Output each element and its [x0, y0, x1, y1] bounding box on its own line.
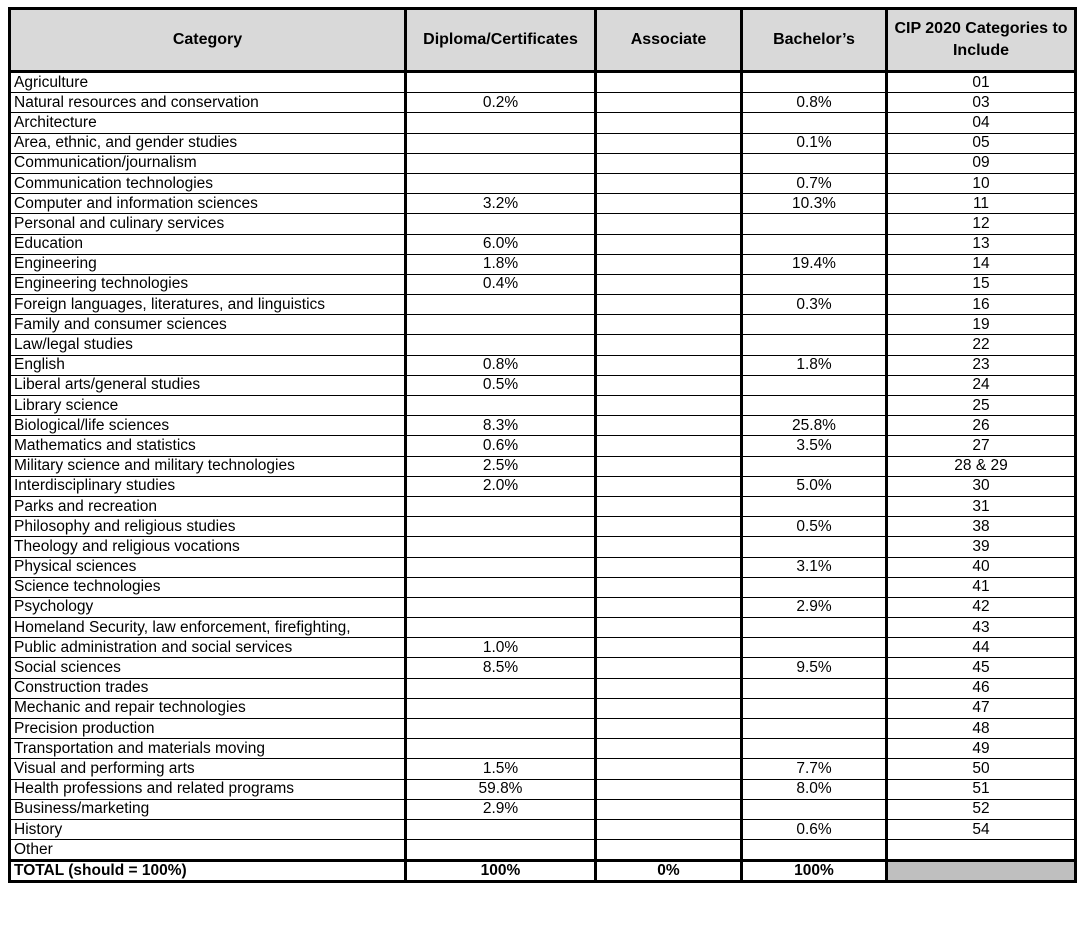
cell-category[interactable]: English	[10, 355, 406, 375]
table-row	[10, 840, 1076, 861]
table-row	[10, 133, 1076, 153]
cell-cip[interactable]: 14	[887, 254, 1076, 274]
table-row	[10, 496, 1076, 516]
table-row	[10, 436, 1076, 456]
header-associate[interactable]: Associate	[596, 9, 742, 72]
cell-cip[interactable]: 22	[887, 335, 1076, 355]
cell-associate[interactable]	[596, 153, 742, 173]
cell-associate[interactable]	[596, 234, 742, 254]
cell-cip[interactable]: 44	[887, 638, 1076, 658]
cell-bachelors[interactable]	[742, 537, 887, 557]
total-cip-shaded-cell[interactable]	[887, 861, 1076, 882]
cell-cip[interactable]: 01	[887, 72, 1076, 93]
cell-category[interactable]: Transportation and materials moving	[10, 739, 406, 759]
cell-diploma[interactable]	[406, 698, 596, 718]
cell-diploma[interactable]: 0.2%	[406, 93, 596, 113]
table-row	[10, 638, 1076, 658]
cell-category[interactable]: Area, ethnic, and gender studies	[10, 133, 406, 153]
table-row	[10, 254, 1076, 274]
cell-associate[interactable]	[596, 739, 742, 759]
cell-diploma[interactable]	[406, 315, 596, 335]
cell-diploma[interactable]: 0.6%	[406, 436, 596, 456]
cell-category[interactable]: Architecture	[10, 113, 406, 133]
cell-cip[interactable]: 26	[887, 416, 1076, 436]
cell-associate[interactable]	[596, 779, 742, 799]
cell-cip[interactable]: 16	[887, 295, 1076, 315]
table-body	[10, 72, 1076, 861]
cell-category[interactable]: Communication/journalism	[10, 153, 406, 173]
cell-diploma[interactable]	[406, 396, 596, 416]
cell-cip[interactable]: 42	[887, 597, 1076, 617]
cell-bachelors[interactable]: 10.3%	[742, 194, 887, 214]
cell-cip[interactable]: 09	[887, 153, 1076, 173]
cell-bachelors[interactable]	[742, 274, 887, 294]
cell-cip[interactable]: 30	[887, 476, 1076, 496]
cell-bachelors[interactable]	[742, 153, 887, 173]
cell-bachelors[interactable]: 0.6%	[742, 819, 887, 839]
cell-cip[interactable]: 47	[887, 698, 1076, 718]
cell-diploma[interactable]: 2.0%	[406, 476, 596, 496]
cell-bachelors[interactable]	[742, 234, 887, 254]
degree-table	[8, 7, 1077, 883]
cell-associate[interactable]	[596, 517, 742, 537]
cell-category[interactable]: Natural resources and conservation	[10, 93, 406, 113]
cell-bachelors[interactable]: 5.0%	[742, 476, 887, 496]
cell-category[interactable]: Construction trades	[10, 678, 406, 698]
cell-category[interactable]: Homeland Security, law enforcement, firefighting,	[10, 618, 406, 638]
cell-diploma[interactable]	[406, 72, 596, 93]
cell-category[interactable]: Physical sciences	[10, 557, 406, 577]
cell-category[interactable]: Social sciences	[10, 658, 406, 678]
cell-diploma[interactable]	[406, 537, 596, 557]
total-associate[interactable]: 0%	[596, 861, 742, 882]
cell-diploma[interactable]	[406, 597, 596, 617]
cell-bachelors[interactable]: 0.8%	[742, 93, 887, 113]
table-row	[10, 214, 1076, 234]
cell-cip[interactable]: 43	[887, 618, 1076, 638]
cell-diploma[interactable]: 1.8%	[406, 254, 596, 274]
cell-category[interactable]: Health professions and related programs	[10, 779, 406, 799]
cell-cip[interactable]: 49	[887, 739, 1076, 759]
total-bachelors[interactable]: 100%	[742, 861, 887, 882]
table-row	[10, 456, 1076, 476]
cell-cip[interactable]: 39	[887, 537, 1076, 557]
cell-diploma[interactable]: 8.3%	[406, 416, 596, 436]
cell-diploma[interactable]	[406, 739, 596, 759]
cell-category[interactable]: Liberal arts/general studies	[10, 375, 406, 395]
cell-cip[interactable]: 50	[887, 759, 1076, 779]
cell-cip[interactable]: 27	[887, 436, 1076, 456]
cell-bachelors[interactable]: 25.8%	[742, 416, 887, 436]
cell-associate[interactable]	[596, 618, 742, 638]
cell-bachelors[interactable]	[742, 618, 887, 638]
cell-diploma[interactable]: 1.5%	[406, 759, 596, 779]
cell-bachelors[interactable]	[742, 698, 887, 718]
cell-diploma[interactable]: 1.0%	[406, 638, 596, 658]
table-row	[10, 153, 1076, 173]
cell-bachelors[interactable]	[742, 113, 887, 133]
table-row	[10, 698, 1076, 718]
cell-diploma[interactable]	[406, 153, 596, 173]
cell-cip[interactable]: 25	[887, 396, 1076, 416]
cell-associate[interactable]	[596, 254, 742, 274]
cell-diploma[interactable]	[406, 577, 596, 597]
cell-category[interactable]: Foreign languages, literatures, and linguistics	[10, 295, 406, 315]
cell-cip[interactable]: 12	[887, 214, 1076, 234]
cell-associate[interactable]	[596, 698, 742, 718]
cell-category[interactable]: Mathematics and statistics	[10, 436, 406, 456]
cell-bachelors[interactable]	[742, 719, 887, 739]
table-row	[10, 759, 1076, 779]
cell-diploma[interactable]: 2.9%	[406, 799, 596, 819]
cell-cip[interactable]: 28 & 29	[887, 456, 1076, 476]
cell-cip[interactable]: 51	[887, 779, 1076, 799]
cell-category[interactable]: Biological/life sciences	[10, 416, 406, 436]
cell-bachelors[interactable]	[742, 456, 887, 476]
cell-diploma[interactable]: 8.5%	[406, 658, 596, 678]
cell-cip[interactable]: 40	[887, 557, 1076, 577]
table-row	[10, 295, 1076, 315]
cell-diploma[interactable]	[406, 819, 596, 839]
cell-associate[interactable]	[596, 113, 742, 133]
cell-category[interactable]: Philosophy and religious studies	[10, 517, 406, 537]
cell-associate[interactable]	[596, 315, 742, 335]
table-row	[10, 557, 1076, 577]
cell-associate[interactable]	[596, 557, 742, 577]
cell-category[interactable]: Science technologies	[10, 577, 406, 597]
cell-category[interactable]: Personal and culinary services	[10, 214, 406, 234]
cell-bachelors[interactable]: 3.5%	[742, 436, 887, 456]
cell-associate[interactable]	[596, 719, 742, 739]
cell-bachelors[interactable]: 3.1%	[742, 557, 887, 577]
cell-diploma[interactable]: 0.8%	[406, 355, 596, 375]
cell-cip[interactable]: 04	[887, 113, 1076, 133]
cell-cip[interactable]: 05	[887, 133, 1076, 153]
cell-associate[interactable]	[596, 335, 742, 355]
cell-category[interactable]: Engineering	[10, 254, 406, 274]
cell-associate[interactable]	[596, 597, 742, 617]
cell-associate[interactable]	[596, 476, 742, 496]
table-row	[10, 799, 1076, 819]
cell-cip[interactable]: 45	[887, 658, 1076, 678]
cell-associate[interactable]	[596, 799, 742, 819]
table-row	[10, 779, 1076, 799]
cell-diploma[interactable]	[406, 295, 596, 315]
cell-cip[interactable]: 52	[887, 799, 1076, 819]
cell-bachelors[interactable]	[742, 799, 887, 819]
cell-bachelors[interactable]	[742, 496, 887, 516]
cell-associate[interactable]	[596, 375, 742, 395]
table-row	[10, 537, 1076, 557]
cell-diploma[interactable]	[406, 719, 596, 739]
cell-cip[interactable]: 41	[887, 577, 1076, 597]
table-row	[10, 72, 1076, 93]
cell-cip[interactable]: 10	[887, 173, 1076, 193]
table-row	[10, 618, 1076, 638]
cell-associate[interactable]	[596, 678, 742, 698]
table-row	[10, 658, 1076, 678]
cell-cip[interactable]: 48	[887, 719, 1076, 739]
cell-category[interactable]: Interdisciplinary studies	[10, 476, 406, 496]
table-row	[10, 476, 1076, 496]
cell-bachelors[interactable]: 0.3%	[742, 295, 887, 315]
cell-category[interactable]: Library science	[10, 396, 406, 416]
cell-cip[interactable]	[887, 840, 1076, 861]
table-row	[10, 93, 1076, 113]
cell-diploma[interactable]: 59.8%	[406, 779, 596, 799]
cell-associate[interactable]	[596, 819, 742, 839]
cell-diploma[interactable]: 3.2%	[406, 194, 596, 214]
cell-bachelors[interactable]: 7.7%	[742, 759, 887, 779]
cell-category[interactable]: Psychology	[10, 597, 406, 617]
cell-associate[interactable]	[596, 537, 742, 557]
cell-diploma[interactable]: 0.5%	[406, 375, 596, 395]
cell-associate[interactable]	[596, 416, 742, 436]
cell-associate[interactable]	[596, 93, 742, 113]
cell-associate[interactable]	[596, 295, 742, 315]
cell-cip[interactable]: 38	[887, 517, 1076, 537]
table-row	[10, 517, 1076, 537]
cell-diploma[interactable]	[406, 517, 596, 537]
header-cip[interactable]: CIP 2020 Categories to Include	[887, 9, 1076, 72]
cell-cip[interactable]: 13	[887, 234, 1076, 254]
degree-distribution-sheet	[8, 7, 1077, 883]
cell-associate[interactable]	[596, 274, 742, 294]
cell-category[interactable]: History	[10, 819, 406, 839]
cell-cip[interactable]: 46	[887, 678, 1076, 698]
cell-bachelors[interactable]: 0.1%	[742, 133, 887, 153]
cell-bachelors[interactable]: 0.7%	[742, 173, 887, 193]
cell-category[interactable]: Public administration and social services	[10, 638, 406, 658]
cell-category[interactable]: Visual and performing arts	[10, 759, 406, 779]
header-bachelors[interactable]: Bachelor’s	[742, 9, 887, 72]
cell-associate[interactable]	[596, 72, 742, 93]
cell-category[interactable]: Family and consumer sciences	[10, 315, 406, 335]
cell-diploma[interactable]	[406, 214, 596, 234]
cell-associate[interactable]	[596, 658, 742, 678]
cell-cip[interactable]: 24	[887, 375, 1076, 395]
cell-associate[interactable]	[596, 214, 742, 234]
cell-cip[interactable]: 31	[887, 496, 1076, 516]
cell-bachelors[interactable]	[742, 840, 887, 861]
cell-category[interactable]: Communication technologies	[10, 173, 406, 193]
cell-category[interactable]: Business/marketing	[10, 799, 406, 819]
total-row	[10, 861, 1076, 882]
table-row	[10, 113, 1076, 133]
cell-category[interactable]: Education	[10, 234, 406, 254]
cell-bachelors[interactable]: 0.5%	[742, 517, 887, 537]
cell-bachelors[interactable]	[742, 214, 887, 234]
cell-associate[interactable]	[596, 577, 742, 597]
table-row	[10, 396, 1076, 416]
cell-diploma[interactable]	[406, 113, 596, 133]
cell-diploma[interactable]	[406, 840, 596, 861]
cell-bachelors[interactable]: 19.4%	[742, 254, 887, 274]
table-row	[10, 173, 1076, 193]
table-row	[10, 678, 1076, 698]
total-diploma[interactable]: 100%	[406, 861, 596, 882]
cell-diploma[interactable]	[406, 618, 596, 638]
cell-bachelors[interactable]	[742, 739, 887, 759]
table-row	[10, 597, 1076, 617]
cell-cip[interactable]: 54	[887, 819, 1076, 839]
cell-bachelors[interactable]	[742, 577, 887, 597]
cell-diploma[interactable]	[406, 133, 596, 153]
cell-associate[interactable]	[596, 355, 742, 375]
cell-cip[interactable]: 11	[887, 194, 1076, 214]
cell-bachelors[interactable]: 1.8%	[742, 355, 887, 375]
cell-associate[interactable]	[596, 638, 742, 658]
cell-category[interactable]: Other	[10, 840, 406, 861]
table-row	[10, 719, 1076, 739]
table-row	[10, 335, 1076, 355]
cell-associate[interactable]	[596, 133, 742, 153]
cell-bachelors[interactable]	[742, 335, 887, 355]
cell-category[interactable]: Mechanic and repair technologies	[10, 698, 406, 718]
table-row	[10, 315, 1076, 335]
table-row	[10, 739, 1076, 759]
table-row	[10, 577, 1076, 597]
cell-associate[interactable]	[596, 759, 742, 779]
cell-bachelors[interactable]	[742, 72, 887, 93]
cell-associate[interactable]	[596, 436, 742, 456]
cell-diploma[interactable]	[406, 557, 596, 577]
cell-cip[interactable]: 19	[887, 315, 1076, 335]
cell-diploma[interactable]: 2.5%	[406, 456, 596, 476]
cell-category[interactable]: Precision production	[10, 719, 406, 739]
cell-bachelors[interactable]: 2.9%	[742, 597, 887, 617]
cell-diploma[interactable]	[406, 496, 596, 516]
header-diploma[interactable]: Diploma/Certificates	[406, 9, 596, 72]
cell-associate[interactable]	[596, 456, 742, 476]
table-row	[10, 819, 1076, 839]
cell-bachelors[interactable]: 8.0%	[742, 779, 887, 799]
cell-cip[interactable]: 23	[887, 355, 1076, 375]
cell-category[interactable]: Military science and military technologies	[10, 456, 406, 476]
cell-category[interactable]: Theology and religious vocations	[10, 537, 406, 557]
cell-bachelors[interactable]	[742, 396, 887, 416]
cell-bachelors[interactable]	[742, 678, 887, 698]
cell-category[interactable]: Parks and recreation	[10, 496, 406, 516]
table-row	[10, 234, 1076, 254]
header-row	[10, 9, 1076, 72]
cell-associate[interactable]	[596, 840, 742, 861]
cell-diploma[interactable]	[406, 678, 596, 698]
cell-associate[interactable]	[596, 194, 742, 214]
cell-bachelors[interactable]: 9.5%	[742, 658, 887, 678]
cell-category[interactable]: Engineering technologies	[10, 274, 406, 294]
cell-associate[interactable]	[596, 173, 742, 193]
cell-associate[interactable]	[596, 396, 742, 416]
cell-diploma[interactable]	[406, 173, 596, 193]
cell-cip[interactable]: 15	[887, 274, 1076, 294]
cell-category[interactable]: Law/legal studies	[10, 335, 406, 355]
total-label[interactable]: TOTAL (should = 100%)	[10, 861, 406, 882]
cell-diploma[interactable]	[406, 335, 596, 355]
cell-bachelors[interactable]	[742, 375, 887, 395]
cell-bachelors[interactable]	[742, 315, 887, 335]
cell-bachelors[interactable]	[742, 638, 887, 658]
cell-diploma[interactable]: 6.0%	[406, 234, 596, 254]
table-row	[10, 355, 1076, 375]
cell-diploma[interactable]: 0.4%	[406, 274, 596, 294]
cell-associate[interactable]	[596, 496, 742, 516]
table-row	[10, 375, 1076, 395]
table-row	[10, 274, 1076, 294]
cell-category[interactable]: Agriculture	[10, 72, 406, 93]
cell-category[interactable]: Computer and information sciences	[10, 194, 406, 214]
table-row	[10, 416, 1076, 436]
table-row	[10, 194, 1076, 214]
header-category[interactable]: Category	[10, 9, 406, 72]
cell-cip[interactable]: 03	[887, 93, 1076, 113]
